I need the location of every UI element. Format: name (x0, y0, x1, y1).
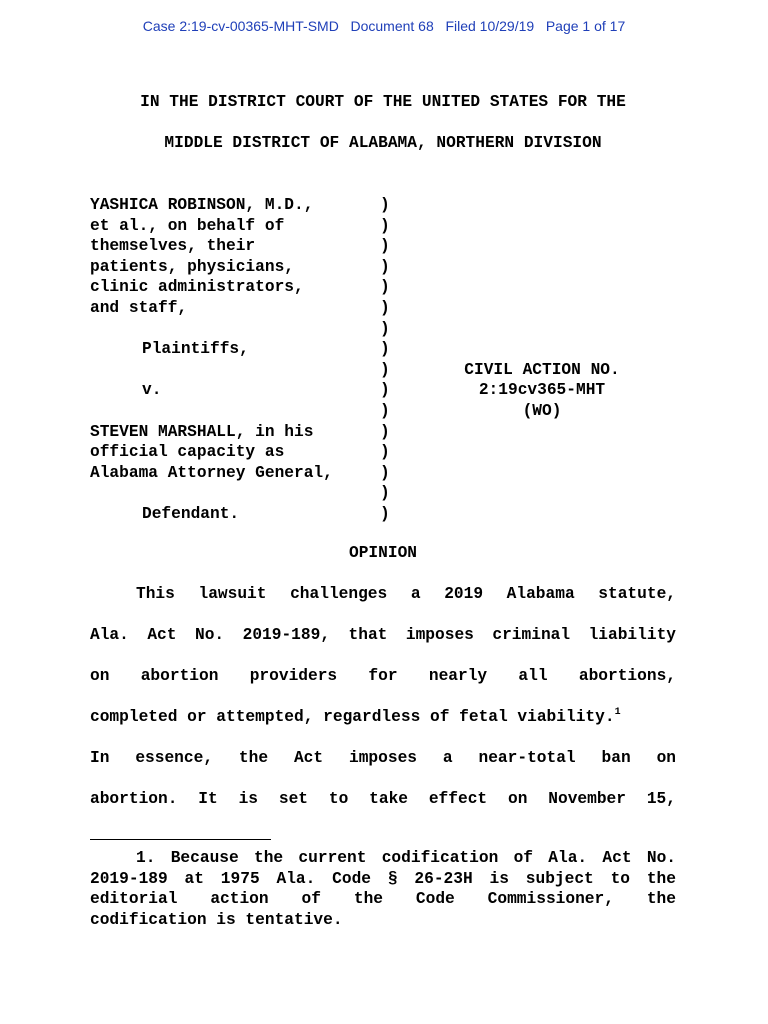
caption-paren: ) (380, 216, 390, 235)
body-line: Ala. Act No. 2019-189, that imposes criminal liability (90, 626, 676, 644)
caption-paren: ) (380, 402, 390, 420)
footnote-line: 1. Because the current codification of Ala. Act No. (136, 849, 676, 867)
caption-paren: ) (380, 443, 390, 462)
caption-paren: ) (380, 319, 390, 338)
defendant-line: official capacity as (90, 443, 285, 462)
court-name-line-1: IN THE DISTRICT COURT OF THE UNITED STATES FOR THE (140, 93, 626, 111)
opinion-title: OPINION (349, 544, 417, 562)
caption-paren: ) (380, 381, 390, 400)
plaintiffs-label: Plaintiffs, (142, 340, 249, 359)
caption-paren: ) (380, 360, 390, 379)
body-line-with-footnote (90, 708, 676, 726)
plaintiff-line: clinic administrators, (90, 278, 304, 297)
caption-paren: ) (380, 196, 390, 214)
caption-paren: ) (380, 237, 390, 256)
body-line: In essence, the Act imposes a near-total ban on (90, 749, 676, 767)
footnote-line: codification is tentative. (90, 910, 343, 929)
civil-action-label: CIVIL ACTION NO. (464, 360, 620, 379)
caption-paren: ) (380, 484, 390, 503)
body-line: on abortion providers for nearly all abortions, (90, 667, 676, 685)
defendant-label: Defendant. (142, 505, 240, 523)
defendant-line: STEVEN MARSHALL, in his (90, 422, 314, 441)
caption-paren: ) (380, 278, 390, 297)
body-line: completed or attempted, regardless of fetal viability. (90, 708, 615, 726)
plaintiff-line: et al., on behalf of (90, 216, 285, 235)
civil-action-designation: (WO) (522, 402, 562, 420)
footnote-marker: 1 (614, 707, 621, 718)
footnote-line: editorial action of the Code Commissioner, the (90, 890, 676, 909)
filed-date: Filed 10/29/19 (445, 18, 535, 34)
versus-label: v. (142, 381, 162, 400)
caption-paren: ) (380, 422, 390, 441)
caption-paren: ) (380, 463, 390, 482)
body-line: This lawsuit challenges a 2019 Alabama statute, (136, 585, 676, 603)
footnote-separator (90, 839, 271, 840)
civil-action-number: 2:19cv365-MHT (478, 381, 606, 400)
page-count: Page 1 of 17 (545, 18, 626, 34)
plaintiff-line: and staff, (90, 299, 188, 317)
plaintiff-line: themselves, their (90, 237, 256, 256)
caption-paren: ) (380, 505, 390, 523)
document-number: Document 68 (350, 18, 434, 34)
caption-paren: ) (380, 340, 390, 359)
ecf-header (0, 18, 768, 34)
caption-paren: ) (380, 299, 390, 317)
plaintiff-line: patients, physicians, (90, 257, 294, 276)
plaintiff-line: YASHICA ROBINSON, M.D., (90, 196, 314, 214)
body-line: abortion. It is set to take effect on November 15, (90, 790, 676, 808)
footnote-line: 2019-189 at 1975 Ala. Code § 26-23H is subject to the (90, 869, 676, 888)
caption-paren: ) (380, 257, 390, 276)
defendant-line: Alabama Attorney General, (90, 463, 333, 482)
court-name-line-2: MIDDLE DISTRICT OF ALABAMA, NORTHERN DIVISION (164, 134, 602, 152)
case-number: Case 2:19-cv-00365-MHT-SMD (142, 18, 339, 34)
